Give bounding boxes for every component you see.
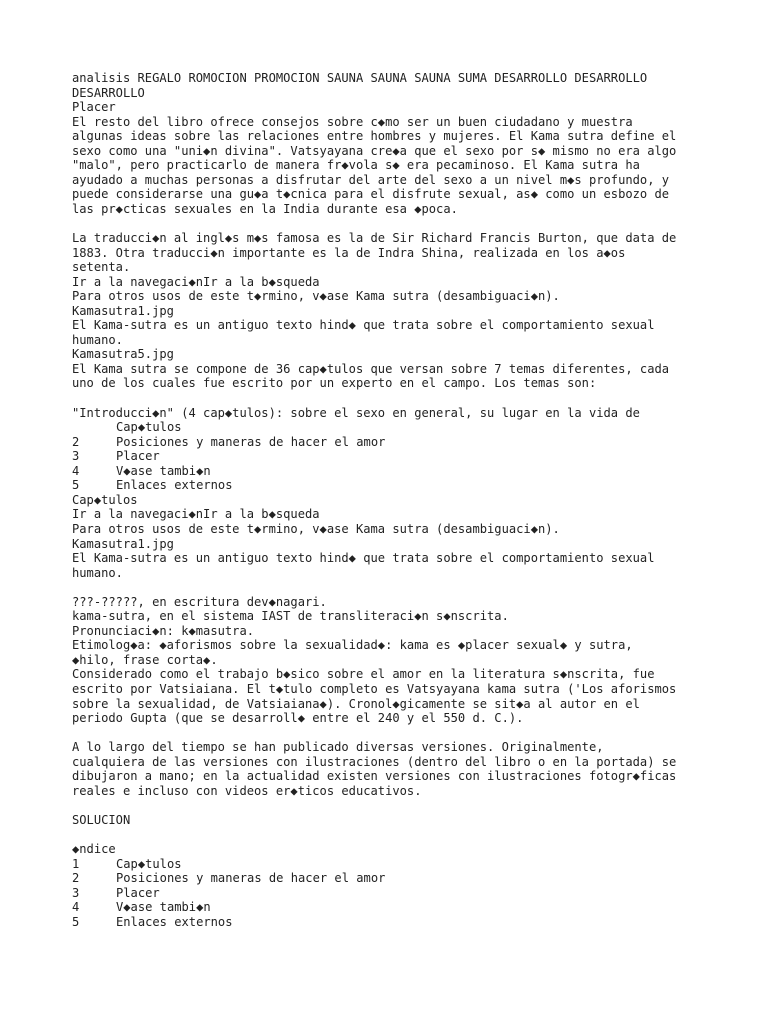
- text-line: algunas ideas sobre las relaciones entre hombres y mujeres. El Kama sutra define el: [72, 129, 677, 144]
- text-line: Kamasutra5.jpg: [72, 347, 174, 362]
- toc-number: 5: [72, 914, 80, 929]
- text-line: setenta.: [72, 260, 131, 275]
- toc-label: Cap◆tulos: [116, 856, 182, 871]
- text-line: periodo Gupta (que se desarroll◆ entre el 240 y el 550 d. C.).: [72, 711, 524, 726]
- text-line: kama-sutra, en el sistema IAST de transliteraci◆n s◆nscrita.: [72, 609, 509, 624]
- text-line: Placer: [72, 100, 116, 115]
- blank-line: [72, 827, 762, 842]
- text-line: DESARROLLO: [72, 85, 145, 100]
- blank-line: [72, 726, 762, 741]
- text-line: Considerado como el trabajo b◆sico sobre el amor en la literatura s◆nscrita, fue: [72, 667, 655, 682]
- toc-label: Posiciones y maneras de hacer el amor: [116, 434, 386, 449]
- text-line: reales e incluso con videos er◆ticos educativos.: [72, 783, 422, 798]
- blank-line: [72, 580, 762, 595]
- blank-line: [72, 216, 762, 231]
- toc-number: 2: [72, 871, 80, 886]
- text-line: las pr◆cticas sexuales en la India durante esa ◆poca.: [72, 201, 458, 216]
- text-line: Etimolog◆a: ◆aforismos sobre la sexualidad◆: kama es ◆placer sexual◆ y sutra,: [72, 638, 633, 653]
- toc-item: Cap◆tulos: [116, 420, 182, 435]
- text-line: Kamasutra1.jpg: [72, 303, 174, 318]
- toc-label: Enlaces externos: [116, 478, 233, 493]
- text-line: El resto del libro ofrece consejos sobre c◆mo ser un buen ciudadano y muestra: [72, 114, 633, 129]
- toc-number: 4: [72, 463, 80, 478]
- text-line: El Kama sutra se compone de 36 cap◆tulos que versan sobre 7 temas diferentes, cada: [72, 361, 670, 376]
- document-body: [72, 71, 762, 929]
- toc-number: 5: [72, 478, 80, 493]
- text-line: humano.: [72, 565, 123, 580]
- toc-item: [72, 857, 762, 872]
- text-line: 1883. Otra traducci◆n importante es la de Indra Shina, realizada en los a◆os: [72, 245, 626, 260]
- text-line: El Kama-sutra es un antiguo texto hind◆ que trata sobre el comportamiento sexual: [72, 551, 655, 566]
- text-line: "malo", pero practicarlo de manera fr◆vola s◆ era pecaminoso. El Kama sutra ha: [72, 158, 640, 173]
- toc-label: Placer: [116, 449, 160, 464]
- text-line: Para otros usos de este t◆rmino, v◆ase Kama sutra (desambiguaci◆n).: [72, 289, 560, 304]
- text-line: dibujaron a mano; en la actualidad existen versiones con ilustraciones fotogr◆ficas: [72, 769, 677, 784]
- text-line: sexo como una "uni◆n divina". Vatsyayana cre◆a que el sexo por s◆ mismo no era algo: [72, 143, 677, 158]
- toc-item: [72, 464, 762, 479]
- toc-number: 3: [72, 449, 80, 464]
- text-line: humano.: [72, 332, 123, 347]
- text-line: A lo largo del tiempo se han publicado diversas versiones. Originalmente,: [72, 740, 604, 755]
- text-line: ayudado a muchas personas a disfrutar del arte del sexo a un nivel m◆s profundo, y: [72, 172, 670, 187]
- text-line: sobre la sexualidad, de Vatsiaiana◆). Cronol◆gicamente se sit◆a al autor en el: [72, 696, 640, 711]
- text-line: escrito por Vatsiaiana. El t◆tulo completo es Vatsyayana kama sutra ('Los aforismos: [72, 681, 677, 696]
- toc-label: Posiciones y maneras de hacer el amor: [116, 871, 386, 886]
- text-line: analisis REGALO ROMOCION PROMOCION SAUNA SAUNA SAUNA SUMA DESARROLLO DESARROLLO: [72, 71, 648, 85]
- blank-line: [72, 798, 762, 813]
- toc-label: Placer: [116, 885, 160, 900]
- toc-number: 1: [72, 856, 80, 871]
- text-line: puede considerarse una gu◆a t◆cnica para el disfrute sexual, as◆ como un esbozo de: [72, 187, 670, 202]
- text-line: Kamasutra1.jpg: [72, 536, 174, 551]
- toc-item: [72, 478, 762, 493]
- toc-number: 3: [72, 885, 80, 900]
- toc-item: [72, 449, 762, 464]
- solution-heading: SOLUCION: [72, 812, 131, 827]
- text-line: Para otros usos de este t◆rmino, v◆ase Kama sutra (desambiguaci◆n).: [72, 521, 560, 536]
- toc-label: V◆ase tambi◆n: [116, 463, 211, 478]
- blank-line: [72, 391, 762, 406]
- index-heading: ◆ndice: [72, 841, 116, 856]
- toc-number: 2: [72, 434, 80, 449]
- text-line: Cap◆tulos: [72, 492, 138, 507]
- toc-item: [72, 886, 762, 901]
- toc-label: V◆ase tambi◆n: [116, 900, 211, 915]
- toc-item: [72, 871, 762, 886]
- text-line: ◆hilo, frase corta◆.: [72, 652, 218, 667]
- text-line: ???-?????, en escritura dev◆nagari.: [72, 594, 327, 609]
- text-line: "Introducci◆n" (4 cap◆tulos): sobre el sexo en general, su lugar en la vida de: [72, 405, 640, 420]
- toc-number: 4: [72, 900, 80, 915]
- toc-item: [72, 915, 762, 930]
- text-line: Ir a la navegaci◆nIr a la b◆squeda: [72, 274, 320, 289]
- text-line: cualquiera de las versiones con ilustraciones (dentro del libro o en la portada) se: [72, 754, 677, 769]
- text-line: uno de los cuales fue escrito por un experto en el campo. Los temas son:: [72, 376, 597, 391]
- text-line: El Kama-sutra es un antiguo texto hind◆ que trata sobre el comportamiento sexual: [72, 318, 655, 333]
- toc-item: [72, 435, 762, 450]
- text-line: Ir a la navegaci◆nIr a la b◆squeda: [72, 507, 320, 522]
- text-line: Pronunciaci◆n: k◆masutra.: [72, 623, 255, 638]
- text-line: La traducci◆n al ingl◆s m◆s famosa es la de Sir Richard Francis Burton, que data de: [72, 231, 677, 246]
- toc-item: [72, 900, 762, 915]
- toc-label: Enlaces externos: [116, 914, 233, 929]
